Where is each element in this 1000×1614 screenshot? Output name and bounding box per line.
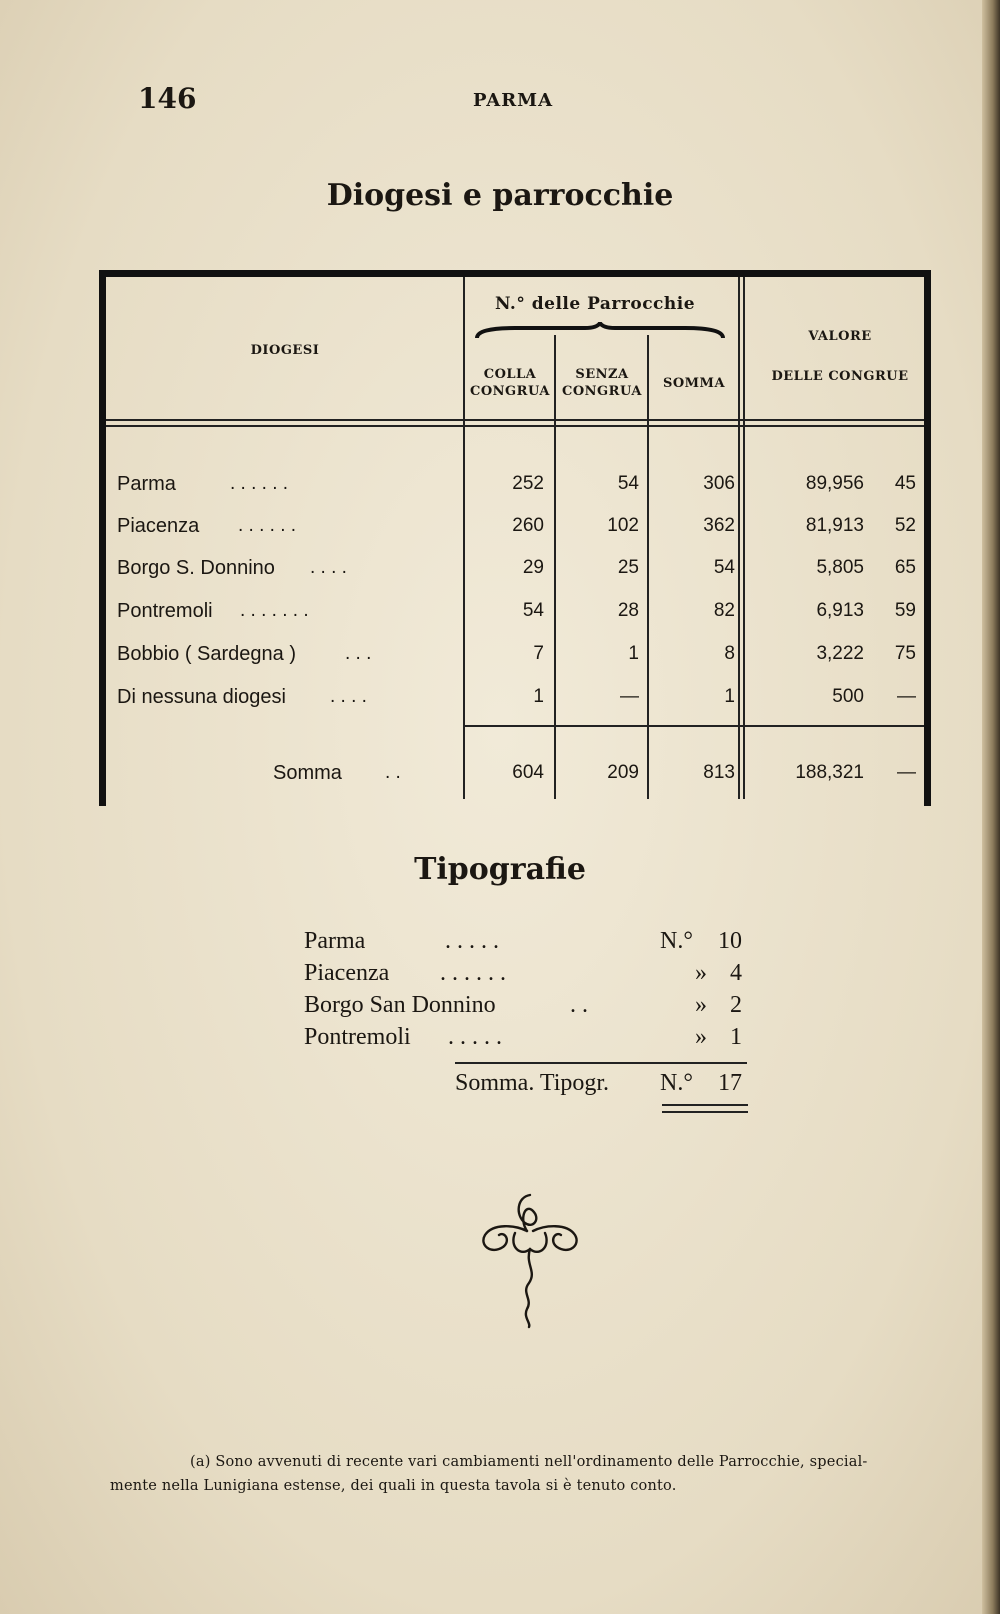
total-rule [463, 725, 924, 727]
cell-senza: 1 [628, 643, 639, 664]
cell-centesimi: 65 [894, 557, 916, 578]
footnote-line-1: (a) Sono avvenuti di recente vari cambiamenti nell'ordinamento delle Parrocchie, special- [190, 1454, 868, 1470]
typo-double-rule [662, 1104, 748, 1106]
row-leader-dots: . . . . . . [238, 515, 297, 536]
total-colla: 604 [512, 762, 544, 783]
cell-valore: 6,913 [816, 600, 864, 621]
col-header-somma: SOMMA [662, 376, 726, 391]
cell-valore: 81,913 [805, 515, 864, 536]
col-header-colla [465, 366, 555, 400]
typo-double-rule [662, 1111, 748, 1113]
cell-centesimi: — [897, 686, 916, 707]
cell-senza: 54 [617, 473, 639, 494]
cell-somma: 306 [703, 473, 735, 494]
cell-centesimi: 75 [894, 643, 916, 664]
col-rule [463, 277, 465, 799]
section-title-tipografie: Tipografie [414, 852, 586, 887]
group-header-parrocchie: N.° delle Parrocchie [494, 294, 696, 314]
diocesi-table [99, 270, 931, 806]
total-senza: 209 [607, 762, 639, 783]
typo-leader-dots: . . . . . [445, 928, 499, 954]
typo-total-prefix: N.° [660, 1070, 693, 1096]
typo-row-name: Parma [304, 928, 366, 954]
cell-valore: 3,222 [816, 643, 864, 664]
typo-row-name: Piacenza [304, 960, 390, 986]
cell-senza: 28 [617, 600, 639, 621]
col-header-colla-line1: COLLA [483, 367, 537, 382]
cell-centesimi: 52 [894, 515, 916, 536]
cell-somma: 82 [713, 600, 735, 621]
row-name: Bobbio ( Sardegna ) [117, 643, 297, 665]
cell-valore: 500 [832, 686, 864, 707]
typo-prefix: » [695, 960, 707, 986]
section-title-diocesi: Diogesi e parrocchie [326, 178, 674, 213]
cell-colla: 260 [512, 515, 544, 536]
row-name: Pontremoli [117, 600, 213, 622]
typo-count: 10 [718, 928, 742, 954]
page-number: 146 [138, 82, 197, 115]
total-somma: 813 [703, 762, 735, 783]
cell-somma: 54 [713, 557, 735, 578]
cell-colla: 1 [533, 686, 544, 707]
typo-prefix: N.° [660, 928, 693, 954]
cell-valore: 89,956 [805, 473, 864, 494]
col-header-valore: VALORE [808, 329, 872, 344]
cell-valore: 5,805 [816, 557, 864, 578]
total-centesimi: — [897, 762, 916, 783]
typo-prefix: » [695, 992, 707, 1018]
col-header-valore-2: DELLE CONGRUE [771, 369, 909, 384]
typo-prefix: » [695, 1024, 707, 1050]
running-head: PARMA [473, 90, 554, 111]
cell-centesimi: 59 [894, 600, 916, 621]
header-rule [106, 419, 924, 421]
total-label: Somma [273, 762, 342, 784]
cell-senza: 25 [617, 557, 639, 578]
cell-colla: 54 [522, 600, 544, 621]
cell-senza: 102 [607, 515, 639, 536]
row-leader-dots: . . . . . . . [240, 600, 309, 621]
typo-count: 2 [730, 992, 742, 1018]
cell-somma: 362 [703, 515, 735, 536]
cell-colla: 7 [533, 643, 544, 664]
typo-leader-dots: . . . . . [448, 1024, 502, 1050]
typo-count: 1 [730, 1024, 742, 1050]
typo-total-label: Somma. Tipogr. [455, 1070, 610, 1096]
col-header-colla-line2: CONGRUA [470, 384, 550, 399]
cell-somma: 1 [724, 686, 735, 707]
col-rule [743, 277, 745, 799]
col-header-senza [557, 366, 647, 400]
cell-colla: 29 [522, 557, 544, 578]
cell-somma: 8 [724, 643, 735, 664]
typo-row-name: Pontremoli [304, 1024, 411, 1050]
col-header-senza-line2: CONGRUA [562, 384, 642, 399]
brace-icon [475, 322, 725, 342]
typo-leader-dots: . . [570, 992, 588, 1018]
typo-total-rule [455, 1062, 747, 1064]
total-valore: 188,321 [795, 762, 864, 783]
typo-row-name: Borgo San Donnino [304, 992, 496, 1018]
row-name: Borgo S. Donnino [117, 557, 275, 579]
row-name: Piacenza [117, 515, 200, 537]
row-leader-dots: . . . . [330, 686, 367, 707]
footnote-line-2: mente nella Lunigiana estense, dei quali in questa tavola si è tenuto conto. [110, 1478, 677, 1494]
cell-colla: 252 [512, 473, 544, 494]
typo-leader-dots: . . . . . . [440, 960, 506, 986]
col-header-diocesi: DIOGESI [250, 343, 320, 358]
row-leader-dots: . . . [345, 643, 372, 664]
header-rule [106, 425, 924, 427]
row-name: Parma [117, 473, 176, 495]
row-name: Di nessuna diogesi [117, 686, 286, 708]
typo-count: 4 [730, 960, 742, 986]
cell-senza: — [620, 686, 639, 707]
col-header-senza-line1: SENZA [575, 367, 629, 382]
col-rule [738, 277, 740, 799]
row-leader-dots: . . . . . . [230, 473, 289, 494]
book-spine-edge [982, 0, 1000, 1614]
row-leader-dots: . . . . [310, 557, 347, 578]
cell-centesimi: 45 [894, 473, 916, 494]
ornament-flourish-icon [475, 1185, 585, 1330]
total-leader-dots: . . [385, 762, 401, 783]
typo-total-count: 17 [718, 1070, 742, 1096]
